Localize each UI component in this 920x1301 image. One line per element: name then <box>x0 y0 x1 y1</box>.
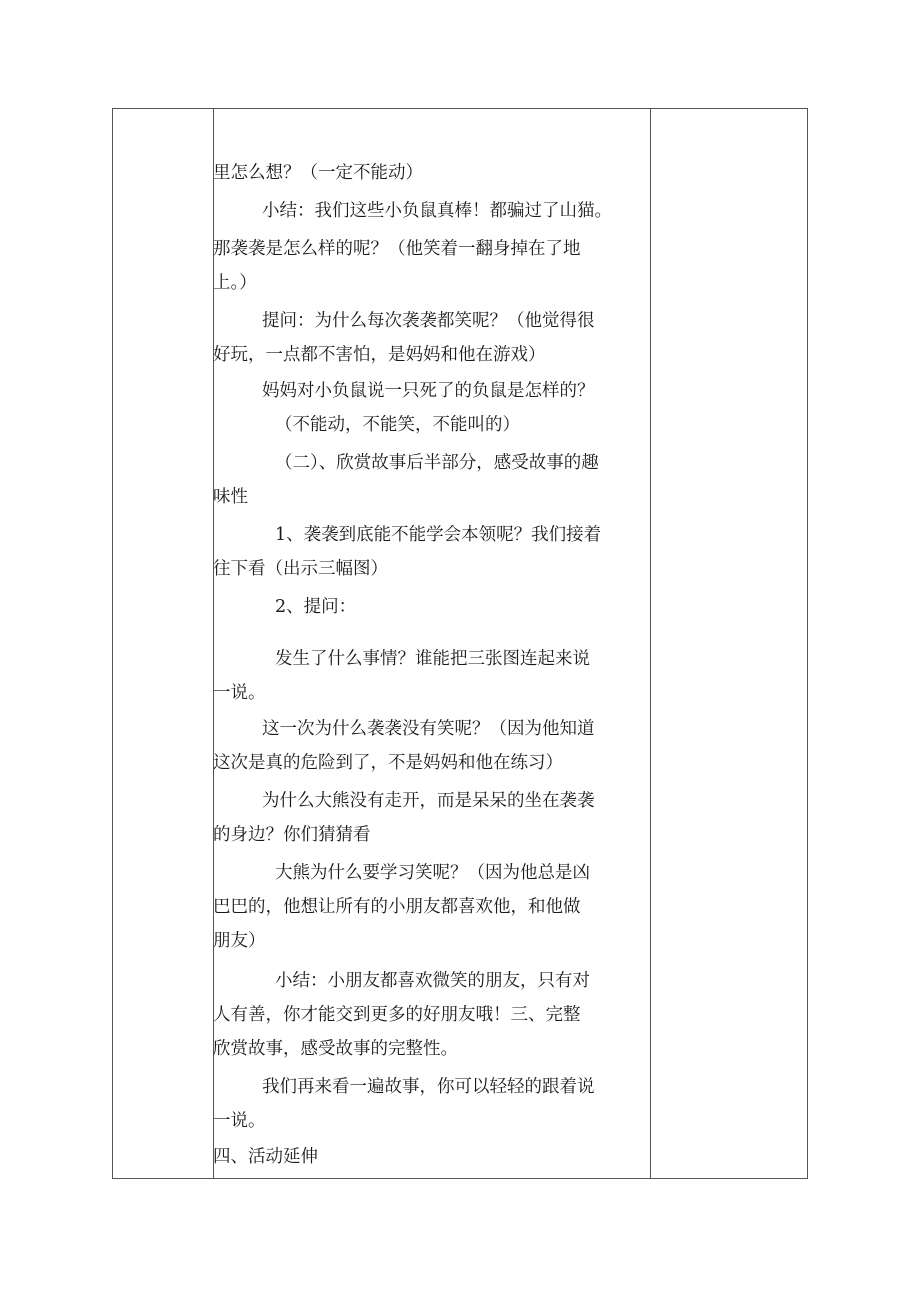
text-line: 提问：为什么每次袭袭都笑呢？（他觉得很 <box>262 311 595 331</box>
text-line: 为什么大熊没有走开，而是呆呆的坐在袭袭 <box>262 791 595 811</box>
text-line: 朋友） <box>213 931 266 951</box>
text-line: 小结：我们这些小负鼠真棒！都骗过了山猫。 <box>262 201 612 221</box>
text-line: 的身边？你们猜猜看 <box>213 825 371 845</box>
text-line: 妈妈对小负鼠说一只死了的负鼠是怎样的？ <box>262 381 595 401</box>
text-line: 欣赏故事，感受故事的完整性。 <box>213 1039 458 1059</box>
text-line: 人有善，你才能交到更多的好朋友哦！三、完整 <box>213 1005 581 1025</box>
text-line: 一说。 <box>213 1111 266 1131</box>
text-line: 四、活动延伸 <box>213 1147 318 1167</box>
text-line: 味性 <box>213 487 248 507</box>
text-line: 2、提问： <box>275 597 357 617</box>
text-line: 里怎么想？（一定不能动） <box>213 163 423 183</box>
table-column-divider-right <box>650 109 651 1178</box>
text-line: 1、袭袭到底能不能学会本领呢？我们接着 <box>275 525 602 545</box>
text-line: 小结：小朋友都喜欢微笑的朋友，只有对 <box>275 971 590 991</box>
text-line: 一说。 <box>213 683 266 703</box>
text-line: 那袭袭是怎么样的呢？（他笑着一翻身掉在了地 <box>213 239 581 259</box>
text-line: 巴巴的，他想让所有的小朋友都喜欢他，和他做 <box>213 897 581 917</box>
text-line: 好玩，一点都不害怕，是妈妈和他在游戏） <box>213 345 546 365</box>
text-line: 大熊为什么要学习笑呢？（因为他总是凶 <box>275 863 590 883</box>
text-line: 上。） <box>213 273 257 293</box>
text-line: 这次是真的危险到了，不是妈妈和他在练习） <box>213 753 563 773</box>
text-line: 这一次为什么袭袭没有笑呢？（因为他知道 <box>262 719 595 739</box>
text-line: 发生了什么事情？谁能把三张图连起来说 <box>275 649 590 669</box>
text-line: 往下看（出示三幅图） <box>213 559 388 579</box>
text-line: 我们再来看一遍故事，你可以轻轻的跟着说 <box>262 1077 595 1097</box>
text-line: （二）、欣赏故事后半部分，感受故事的趣 <box>275 453 599 473</box>
text-line: （不能动，不能笑，不能叫的） <box>275 415 520 435</box>
